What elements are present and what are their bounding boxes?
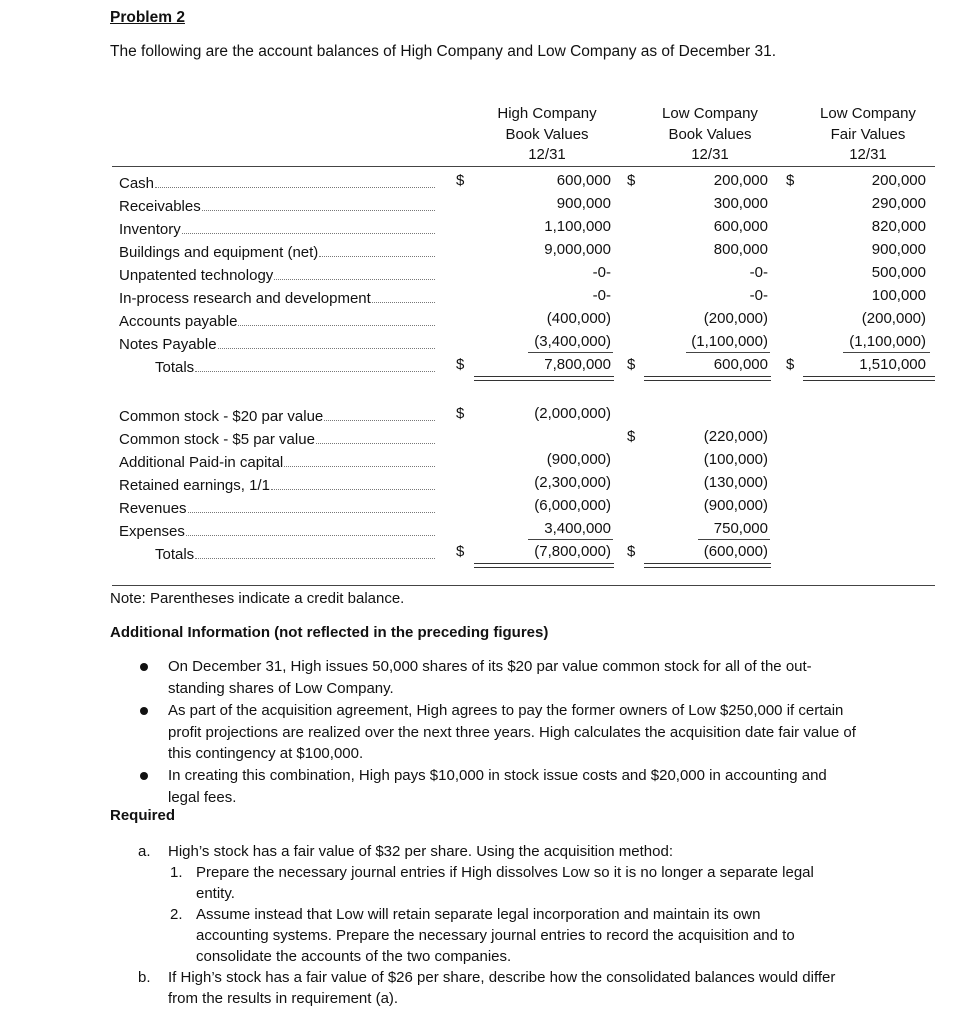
subtotal-rule — [843, 352, 930, 353]
req-a1-text: Prepare the necessary journal entries if High dissolves Low so it is no longer a separate legal entity. — [196, 864, 814, 902]
table-row: Buildings and equipment (net) 9,000,000 800,000 900,000 — [119, 241, 926, 261]
problem-title: Problem 2 — [110, 9, 185, 26]
header-rule — [112, 166, 935, 167]
req-b-marker: b. — [138, 969, 151, 986]
table-row: Cash $ 600,000 $ 200,000 $ 200,000 — [119, 172, 926, 192]
total-double-rule — [803, 376, 935, 381]
table-row: Inventory 1,100,000 600,000 820,000 — [119, 218, 926, 238]
bullet-icon — [140, 772, 148, 780]
subtotal-rule — [528, 539, 613, 540]
table-row: Retained earnings, 1/1 (2,300,000) (130,000) — [119, 474, 768, 494]
table-row: Common stock - $5 par value $ (220,000) — [119, 428, 768, 448]
subtotal-rule — [686, 352, 770, 353]
section-rule — [112, 585, 935, 586]
total-double-rule — [474, 563, 614, 568]
bullet-icon — [140, 707, 148, 715]
total-double-rule — [644, 563, 771, 568]
bullet-text: As part of the acquisition agreement, High agrees to pay the former owners of Low $250,000 if certain profit projections are realized over the next three years. High calculates the acquisition date fair value of this contingency at $100,000. — [168, 702, 856, 762]
table-row: Accounts payable (400,000) (200,000) (200,000) — [119, 310, 926, 330]
required-heading: Required — [110, 807, 176, 824]
subtotal-rule — [528, 352, 613, 353]
totals-row: Totals $ 7,800,000 $ 600,000 $ 1,510,000 — [155, 356, 926, 376]
table-row: Notes Payable (3,400,000) (1,100,000) (1,100,000) — [119, 333, 926, 353]
table-row: In-process research and development -0- -0- 100,000 — [119, 287, 926, 307]
totals-row: Totals $ (7,800,000) $ (600,000) — [155, 543, 768, 563]
req-a2-text: Assume instead that Low will retain separate legal incorporation and maintain its own accounting systems. Prepare the necessary journal entries to record the acquisition and to consolidate the accounts of the two companies. — [196, 906, 795, 965]
req-a-marker: a. — [138, 843, 151, 860]
subtotal-rule — [698, 539, 770, 540]
table-row: Revenues (6,000,000) (900,000) — [119, 497, 768, 517]
col-header-high-book: High Company Book Values 12/31 — [497, 105, 597, 163]
bullet-icon — [140, 663, 148, 671]
table-row: Unpatented technology -0- -0- 500,000 — [119, 264, 926, 284]
intro-text: The following are the account balances of High Company and Low Company as of December 31. — [110, 43, 777, 60]
table-row: Expenses 3,400,000 750,000 — [119, 520, 768, 540]
table-row: Additional Paid-in capital (900,000) (100,000) — [119, 451, 768, 471]
total-double-rule — [474, 376, 614, 381]
col-header-low-fair: Low Company Fair Values 12/31 — [820, 105, 916, 163]
req-a1-marker: 1. — [170, 864, 183, 881]
bullet-text: In creating this combination, High pays $10,000 in stock issue costs and $20,000 in accounting and legal fees. — [168, 767, 827, 806]
additional-info-heading: Additional Information (not reflected in the preceding figures) — [110, 624, 549, 641]
note-text: Note: Parentheses indicate a credit balance. — [110, 590, 405, 607]
col-header-low-book: Low Company Book Values 12/31 — [662, 105, 758, 163]
table-row: Receivables 900,000 300,000 290,000 — [119, 195, 926, 215]
bullet-text: On December 31, High issues 50,000 shares of its $20 par value common stock for all of the out-standing shares of Low Company. — [168, 658, 812, 697]
req-a2-marker: 2. — [170, 906, 183, 923]
total-double-rule — [644, 376, 771, 381]
req-b-text: If High’s stock has a fair value of $26 per share, describe how the consolidated balances would differ from the results in requirement (a). — [168, 969, 836, 1007]
req-a-text: High’s stock has a fair value of $32 per share. Using the acquisition method: — [168, 843, 674, 860]
table-row: Common stock - $20 par value $ (2,000,000) — [119, 405, 611, 425]
